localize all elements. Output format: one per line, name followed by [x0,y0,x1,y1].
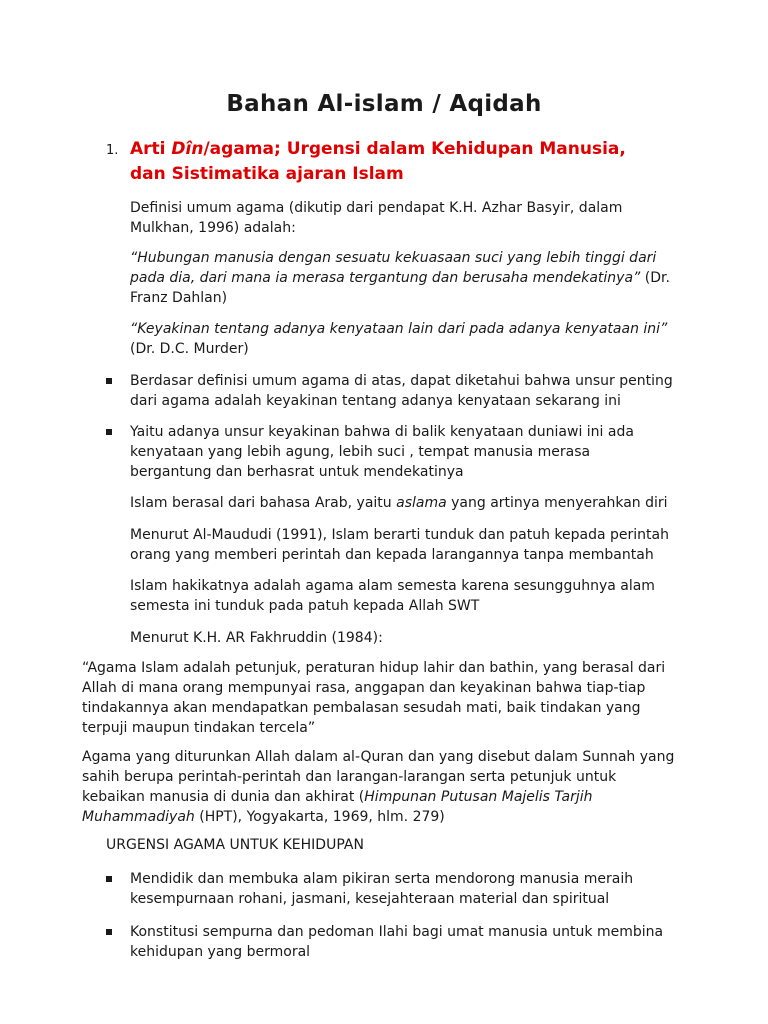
quote2-line2: (Dr. D.C. Murder) [130,341,249,357]
hakikat-line1: Islam hakikatnya adalah agama alam semesta karena sesungguhnya alam [130,578,655,594]
bullet-square-icon [106,378,112,384]
quote1-line3: Franz Dahlan) [130,290,228,306]
maududi-line1: Menurut Al-Maududi (1991), Islam berarti tunduk dan patuh kepada perintah [130,527,669,543]
bullet-line: kehidupan yang bermoral [130,944,311,960]
maududi-paragraph [130,525,669,565]
islam-asal-paragraph [130,493,668,513]
quote2-line1: “Keyakinan tentang adanya kenyataan lain dari pada adanya kenyataan ini” [130,321,668,337]
definisi-line1: Definisi umum agama (dikutip dari pendapat K.H. Azhar Basyir, dalam [130,200,623,216]
bullet-text [130,869,633,909]
bullet-text [130,922,663,962]
sunnah-line4-post: (HPT), Yogyakarta, 1969, hlm. 279) [194,809,445,825]
bullet-line: bergantung dan berhasrat untuk mendekatinya [130,464,464,480]
quote1-paragraph [130,248,670,308]
heading-part-b: /agama; Urgensi dalam Kehidupan Manusia, [203,139,626,159]
section-heading-text [130,137,690,187]
bullet-line: kesempurnaan rohani, jasmani, kesejahteraan material dan spiritual [130,891,610,907]
bullet-line: Yaitu adanya unsur keyakinan bahwa di balik kenyataan duniawi ini ada [130,424,634,440]
islam-asal-post: yang artinya menyerahkan diri [446,495,668,511]
bullet-square-icon [106,429,112,435]
quote3-paragraph [82,658,665,738]
quote1-line2-tail: (Dr. [640,270,670,286]
bullet-line: Mendidik dan membuka alam pikiran serta mendorong manusia meraih [130,871,634,887]
definisi-line2: Mulkhan, 1996) adalah: [130,220,296,236]
bullet-line: Berdasar definisi umum agama di atas, dapat diketahui bahwa unsur penting [130,373,673,389]
bullet-text [130,371,673,411]
quote2-paragraph [130,319,667,359]
sunnah-line2: sahih berupa perintah-perintah dan larangan-larangan serta petunjuk untuk [82,769,617,785]
document-title: Bahan Al-islam / Aqidah [226,91,542,117]
maududi-line2: orang yang memberi perintah dan kepada larangannya tanpa membantah [130,547,654,563]
sunnah-line1: Agama yang diturunkan Allah dalam al-Quran dan yang disebut dalam Sunnah yang [82,749,675,765]
quote3-line4: terpuji maupun tindakan tercela” [82,720,316,736]
islam-asal-pre: Islam berasal dari bahasa Arab, yaitu [130,495,397,511]
bullet-line: dari agama adalah keyakinan tentang adanya kenyataan sekarang ini [130,393,621,409]
sunnah-line3-pre: kebaikan manusia di dunia dan akhirat ( [82,789,365,805]
bullet-line: Konstitusi sempurna dan pedoman Ilahi bagi umat manusia untuk membina [130,924,664,940]
quote1-line2: pada dia, dari mana ia merasa tergantung dan berusaha mendekatinya” [130,270,641,286]
hakikat-paragraph [130,576,655,616]
bullet-line: kenyataan yang lebih agung, lebih suci , tempat manusia merasa [130,444,591,460]
bullet-square-icon [106,876,112,882]
sunnah-paragraph [82,747,674,827]
definisi-paragraph [130,198,622,238]
section-number: 1. [106,143,119,158]
urgensi-heading: URGENSI AGAMA UNTUK KEHIDUPAN [106,837,364,853]
quote3-line3: tindakannya akan mendapatkan pembalasan sesudah mati, baik tindakan yang [82,700,641,716]
quote3-line1: “Agama Islam adalah petunjuk, peraturan hidup lahir dan bathin, yang berasal dari [82,660,666,676]
heading-din: Dîn [171,139,204,159]
islam-asal-italic: aslama [396,495,447,511]
bullet-square-icon [106,929,112,935]
heading-part-a: Arti [130,139,172,159]
sunnah-line3-italic: Himpunan Putusan Majelis Tarjih [364,789,593,805]
quote1-line1: “Hubungan manusia dengan sesuatu kekuasaan suci yang lebih tinggi dari [130,250,657,266]
bullet-text [130,422,634,482]
heading-line2: dan Sistimatika ajaran Islam [130,164,404,184]
fakhruddin-paragraph: Menurut K.H. AR Fakhruddin (1984): [130,630,383,646]
sunnah-line4-italic: Muhammadiyah [82,809,195,825]
hakikat-line2: semesta ini tunduk pada patuh kepada Allah SWT [130,598,480,614]
quote3-line2: Allah di mana orang mempunyai rasa, anggapan dan keyakinan bahwa tiap-tiap [82,680,646,696]
